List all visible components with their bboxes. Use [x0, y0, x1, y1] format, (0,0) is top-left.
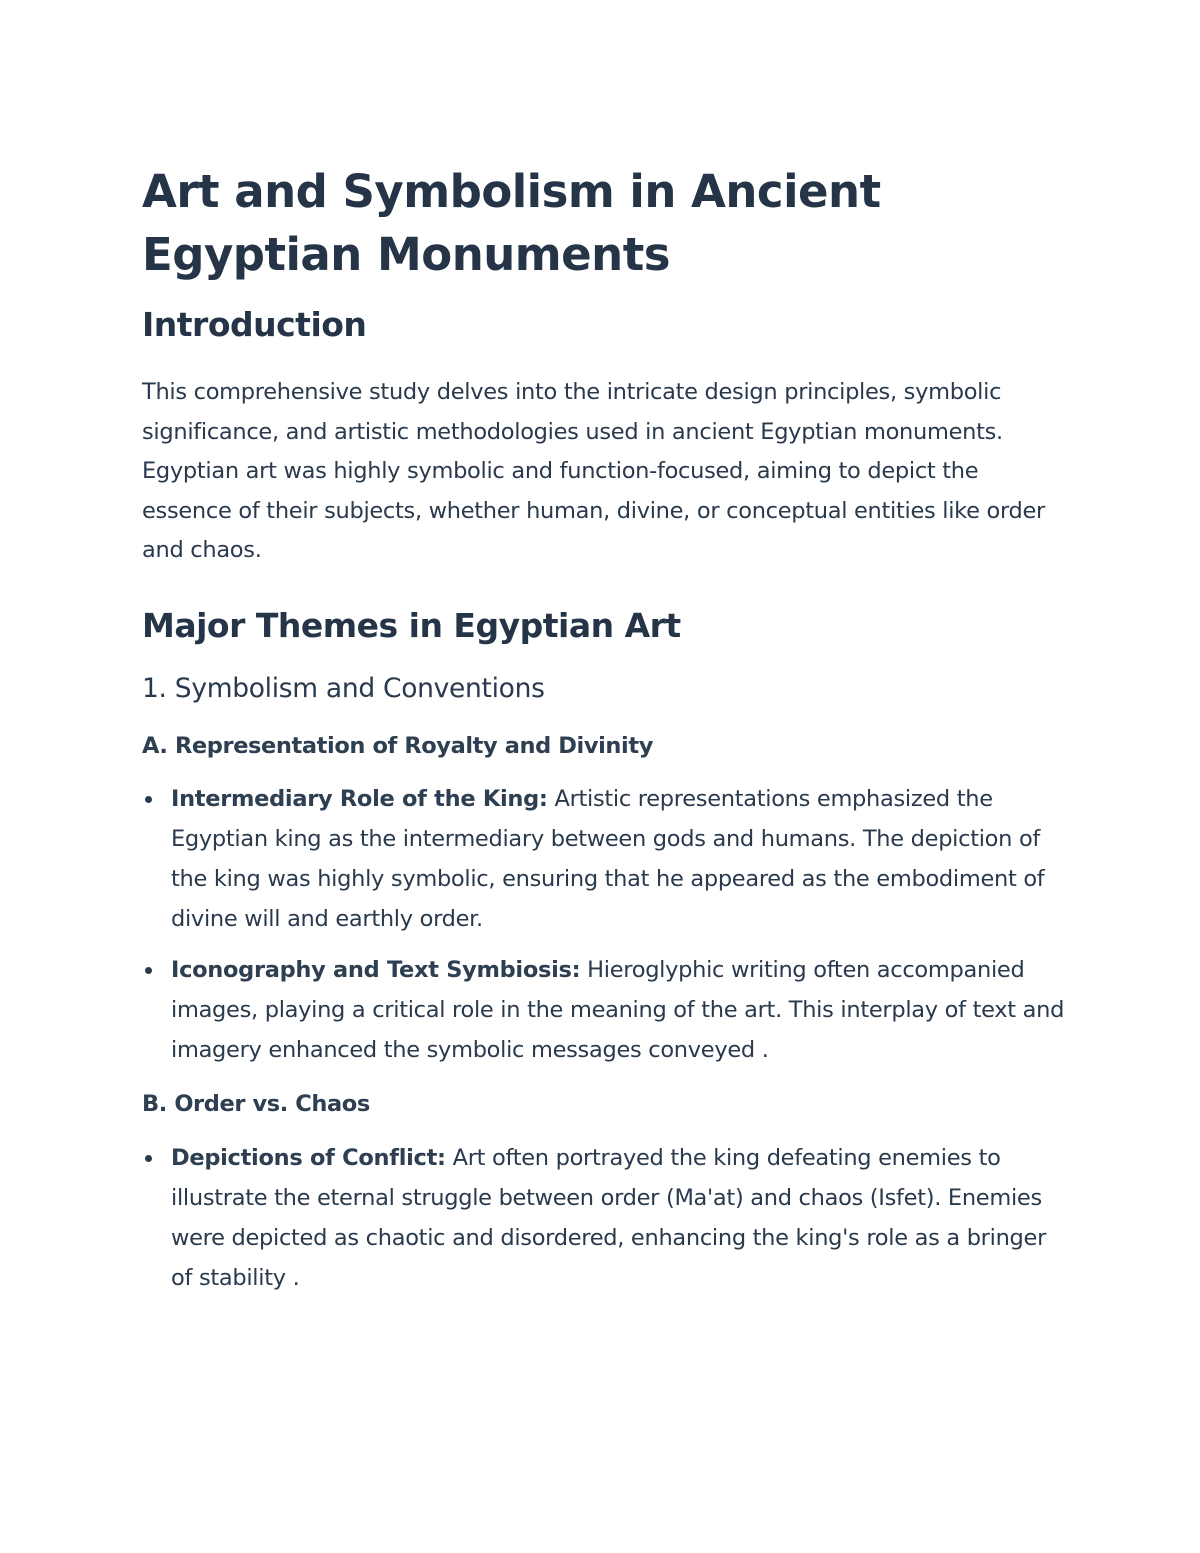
list-item-text: Artistic representations emphasized the Egyptian king as the intermediary between gods and humans. The depiction of the king was highly symbolic, ensuring that he appeared as the embodiment of divine will and earthly order.: [171, 785, 1045, 932]
list-item-term: Intermediary Role of the King:: [171, 785, 548, 812]
document-page: [142, 160, 1072, 1298]
list-item: [142, 779, 1072, 939]
list-item: [142, 950, 1072, 1070]
order-chaos-bullet-list: [142, 1138, 1072, 1298]
subsection-heading-royalty: A. Representation of Royalty and Divinity: [142, 732, 653, 759]
list-item-text: Hieroglyphic writing often accompanied images, playing a critical role in the meaning of the art. This interplay of text and imagery enhanced the symbolic messages conveyed .: [171, 956, 1065, 1063]
bullet-icon: [145, 796, 152, 803]
list-item-term: Depictions of Conflict:: [171, 1144, 446, 1171]
list-item: [142, 1138, 1072, 1298]
bullet-icon: [145, 967, 152, 974]
section-heading-symbolism: 1. Symbolism and Conventions: [142, 672, 545, 704]
list-item-text: Art often portrayed the king defeating enemies to illustrate the eternal struggle between order (Ma'at) and chaos (Isfet). Enemies were depicted as chaotic and disordered, enhancing the king's role as a bringer of stability .: [171, 1144, 1047, 1291]
royalty-bullet-list: [142, 779, 1072, 1070]
introduction-paragraph: This comprehensive study delves into the intricate design principles, symbolic significance, and artistic methodologies used in ancient Egyptian monuments. Egyptian art was highly symbolic and function-focused, aiming to depict the essence of their subjects, whether human, divine, or conceptual entities like order and chaos.: [142, 379, 1046, 563]
list-item-term: Iconography and Text Symbiosis:: [171, 956, 581, 983]
bullet-icon: [145, 1155, 152, 1162]
document-title: Art and Symbolism in Ancient Egyptian Monuments: [142, 165, 881, 281]
introduction-heading: Introduction: [142, 305, 367, 344]
major-themes-heading: Major Themes in Egyptian Art: [142, 605, 681, 645]
subsection-heading-order-chaos: B. Order vs. Chaos: [142, 1090, 370, 1117]
